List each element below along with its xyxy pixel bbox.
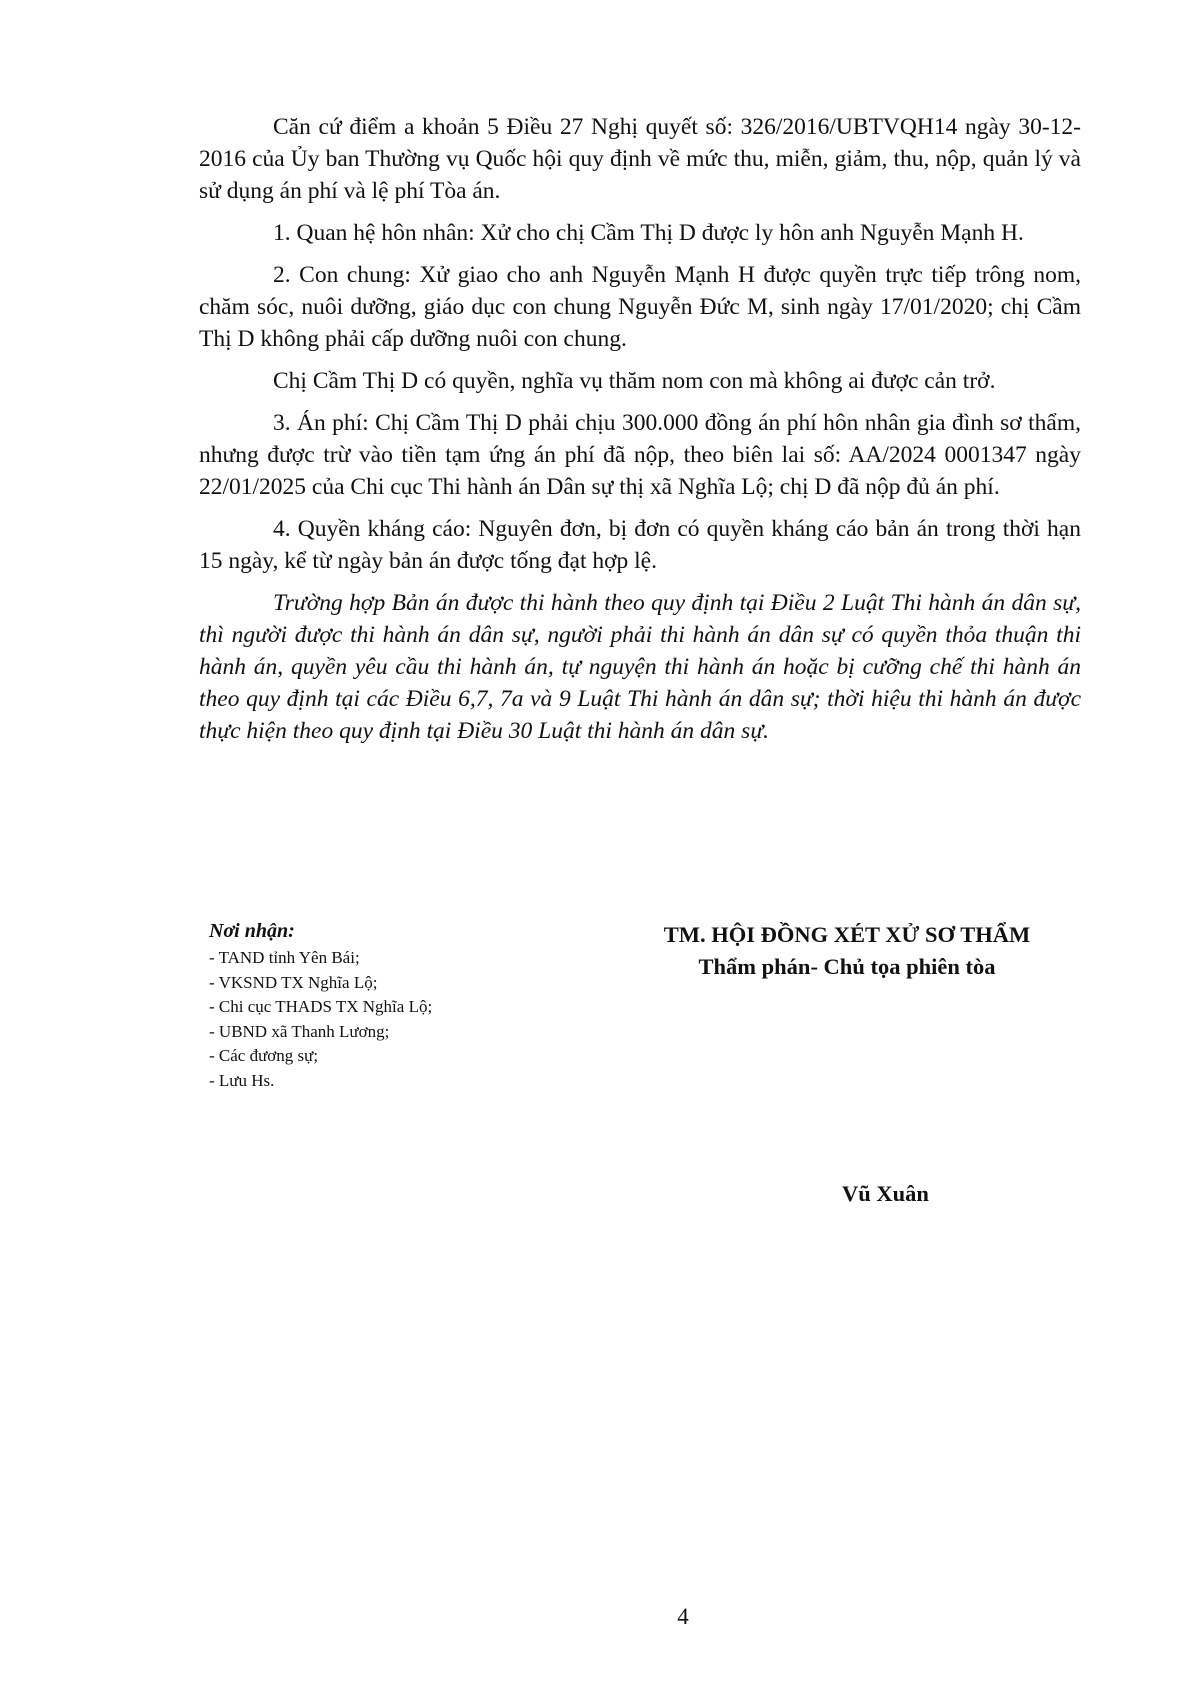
judgment-body — [199, 111, 1081, 757]
signature-block — [627, 918, 1067, 982]
recipient-item: - Chi cục THADS TX Nghĩa Lộ; — [209, 997, 433, 1016]
recipients-list — [209, 946, 569, 1093]
recipient-item: - Các đương sự; — [209, 1046, 319, 1065]
recipient-item: - TAND tỉnh Yên Bái; — [209, 948, 360, 967]
legal-basis-paragraph: Căn cứ điểm a khoản 5 Điều 27 Nghị quyết số: 326/2016/UBTVQH14 ngày 30-12-2016 của Ủy ban Thường vụ Quốc hội quy định về mức thu, miễn, giảm, thu, nộp, quản lý và sử dụng án phí và lệ phí Tòa án. — [199, 114, 1081, 204]
page-number: 4 — [677, 1604, 689, 1629]
recipients-block — [209, 918, 569, 1093]
marriage-relation-paragraph: 1. Quan hệ hôn nhân: Xử cho chị Cầm Thị D được ly hôn anh Nguyễn Mạnh H. — [273, 220, 1024, 246]
recipients-title: Nơi nhận: — [209, 920, 295, 942]
document-footer — [209, 918, 1109, 1218]
recipient-item: - Lưu Hs. — [209, 1070, 275, 1090]
signer-name: Vũ Xuân — [842, 1181, 929, 1206]
recipient-item: - UBND xã Thanh Lương; — [209, 1021, 390, 1041]
visitation-rights-paragraph: Chị Cầm Thị D có quyền, nghĩa vụ thăm nom con mà không ai được cản trở. — [273, 368, 996, 394]
enforcement-note-paragraph: Trường hợp Bản án được thi hành theo quy định tại Điều 2 Luật Thi hành án dân sự, thì người được thi hành án dân sự, người phải thi hành án dân sự có quyền thỏa thuận thi hành án, quyền yêu cầu thi hành án, tự nguyện thi hành án hoặc bị cưỡng chế thi hành án theo quy định tại các Điều 6,7, 7a và 9 Luật Thi hành án dân sự; thời hiệu thi hành án được thực hiện theo quy định tại Điều 30 Luật thi hành án dân sự. — [199, 590, 1081, 744]
recipient-item: - VKSND TX Nghĩa Lộ; — [209, 972, 378, 992]
signature-role: Thẩm phán- Chủ tọa phiên tòa — [698, 954, 996, 979]
child-custody-paragraph: 2. Con chung: Xử giao cho anh Nguyễn Mạnh H được quyền trực tiếp trông nom, chăm sóc, nuôi dưỡng, giáo dục con chung Nguyễn Đức M, sinh ngày 17/01/2020; chị Cầm Thị D không phải cấp dưỡng nuôi con chung. — [199, 262, 1081, 352]
signature-organization: TM. HỘI ĐỒNG XÉT XỬ SƠ THẨM — [663, 922, 1031, 947]
appeal-rights-paragraph: 4. Quyền kháng cáo: Nguyên đơn, bị đơn có quyền kháng cáo bản án trong thời hạn 15 ngày, kể từ ngày bản án được tống đạt hợp lệ. — [199, 516, 1081, 574]
court-fee-paragraph: 3. Án phí: Chị Cầm Thị D phải chịu 300.000 đồng án phí hôn nhân gia đình sơ thẩm, nhưng được trừ vào tiền tạm ứng án phí đã nộp, theo biên lai số: AA/2024 0001347 ngày 22/01/2025 của Chi cục Thi hành án Dân sự thị xã Nghĩa Lộ; chị D đã nộp đủ án phí. — [199, 410, 1081, 500]
